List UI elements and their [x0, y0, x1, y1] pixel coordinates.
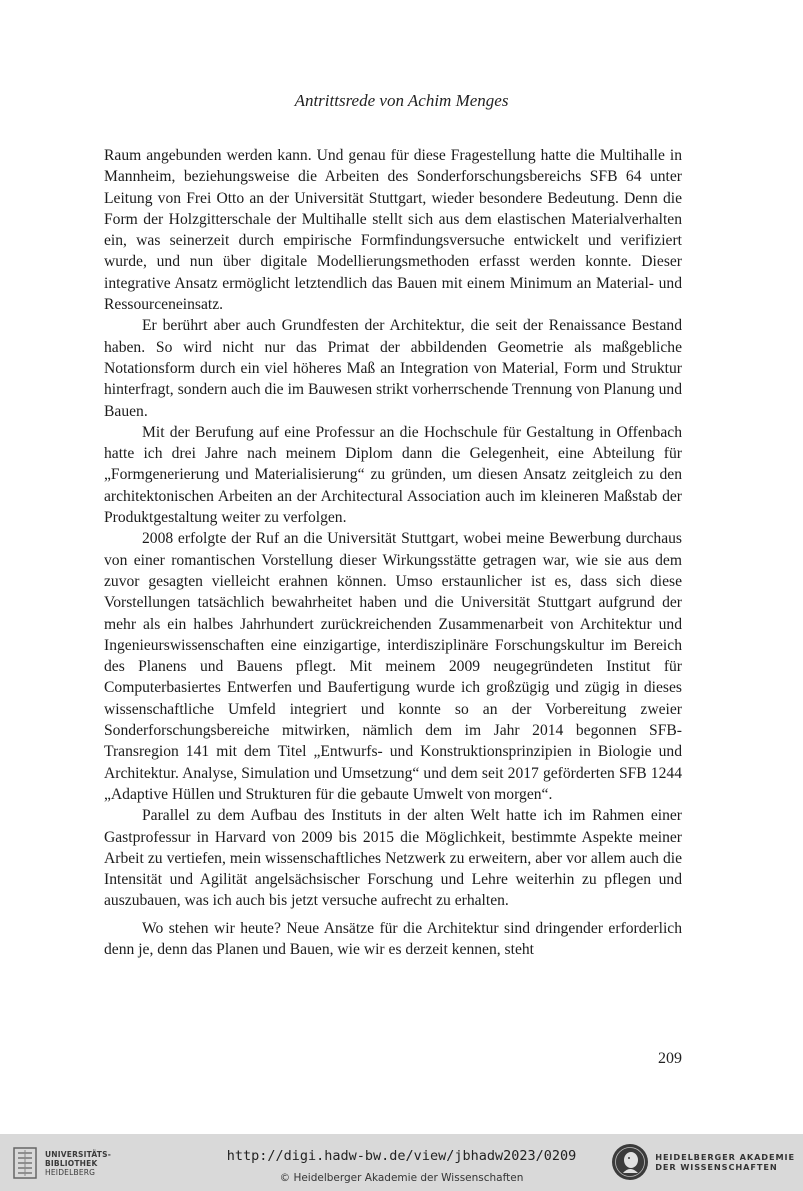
library-name-line1: UNIVERSITÄTS-: [45, 1149, 112, 1159]
academy-name-line2: DER WISSENSCHAFTEN: [655, 1162, 778, 1172]
running-header: Antrittsrede von Achim Menges: [294, 91, 509, 110]
paragraph: Raum angebunden werden kann. Und genau für diese Fragestellung hatte die Multihalle in Mannheim, beziehungsweise die Arbeiten des Sonderforschungsbereichs SFB 64 unter Leitung von Frei Otto an der Universität Stuttgart, wieder besondere Bedeutung. Denn die Form der Holzgitterschale der Multihalle stellt sich aus dem elastischen Materialverhalten ein, was seinerzeit durch empirische Formfindungsversuche entwickelt und verifiziert wurde, und nun über digitale Modellierungsmethoden erfasst werden konnte. Dieser integrative Ansatz ermöglicht letztendlich das Bauen mit einem Minimum an Material- und Ressourceneinsatz.: [104, 147, 682, 314]
permalink-url[interactable]: http://digi.hadw-bw.de/view/jbhadw2023/0209: [226, 1148, 577, 1164]
academy-name-line1: HEIDELBERGER AKADEMIE: [655, 1152, 795, 1162]
paragraph: Parallel zu dem Aufbau des Instituts in der alten Welt hatte ich im Rahmen einer Gastprofessur in Harvard von 2009 bis 2015 die Möglichkeit, bestimmte Aspekte meiner Arbeit zu vertiefen, mein wissenschaftliches Netzwerk zu erweitern, aber vor allem auch die Intensität und Agilität angelsächsischer Forschung und Lehre weiterhin zu pflegen und auszubauen, was ich auch bis jetzt versuche aufrecht zu erhalten.: [104, 807, 682, 910]
academy-logo: [611, 1143, 795, 1181]
library-city: HEIDELBERG: [45, 1167, 96, 1177]
paragraph: 2008 erfolgte der Ruf an die Universität Stuttgart, wobei meine Bewerbung durchaus von einer romantischen Vorstellung dieser Wirkungsstätte getragen war, wie sie aus dem zuvor gesagten vielleicht erahnen können. Umso erstaunlicher ist es, dass sich diese Vorstellungen tatsächlich bewahrheitet haben und die Universität Stuttgart aufgrund der mehr als ein halbes Jahrhundert zurückreichenden Zusammenarbeit von Architektur und Ingenieurswissenschaften eine einzigartige, interdisziplinäre Forschungskultur im Bereich des Planens und Bauens pflegt. Mit meinem 2009 neugegründeten Institut für Computerbasiertes Entwerfen und Baufertigung wurde ich großzügig und zügig in dieses wissenschaftliche Umfeld integriert und konnte so an der Vorbereitung zweier Sonderforschungsbereiche mitwirken, nämlich dem im Jahr 2014 begonnen SFB-Transregion 141 mit dem Titel „Entwurfs- und Konstruktionsprinzipien in Biologie und Architektur. Analyse, Simulation und Umsetzung“ und dem seit 2017 geförderten SFB 1244 „Adaptive Hüllen und Strukturen für die gebaute Umwelt von morgen“.: [104, 530, 682, 803]
footer-bar: [0, 1134, 803, 1191]
academy-seal-icon: [611, 1143, 649, 1181]
page-number: 209: [658, 1050, 682, 1067]
library-name-line2: BIBLIOTHEK: [45, 1158, 98, 1168]
paragraph: Wo stehen wir heute? Neue Ansätze für die Architektur sind dringender erforderlich denn je, denn das Planen und Bauen, wie wir es derzeit kennen, steht: [104, 919, 682, 958]
paragraph: Er berührt aber auch Grundfesten der Architektur, die seit der Renaissance Bestand haben. So wird nicht nur das Primat der abbildenden Geometrie als maßgebliche Notationsform durch ein viel höheres Maß an Integration von Material, Form und Struktur hinterfragt, sondern auch die im Bauwesen strikt vorherrschende Trennung von Planung und Bauen.: [104, 317, 682, 420]
copyright-notice: © Heidelberger Akademie der Wissenschaften: [279, 1172, 524, 1184]
body-text: [104, 145, 682, 960]
paragraph: Mit der Berufung auf eine Professur an die Hochschule für Gestaltung in Offenbach hatte ich drei Jahre nach meinem Diplom dann die Gelegenheit, eine Abteilung für „Formgenerierung und Materialisierung“ zu gründen, um diesen Ansatz zeitgleich zu den architektonischen Arbeiten an der Architectural Association auch im kleineren Maßstab der Produktgestaltung weiter zu verfolgen.: [104, 423, 682, 527]
